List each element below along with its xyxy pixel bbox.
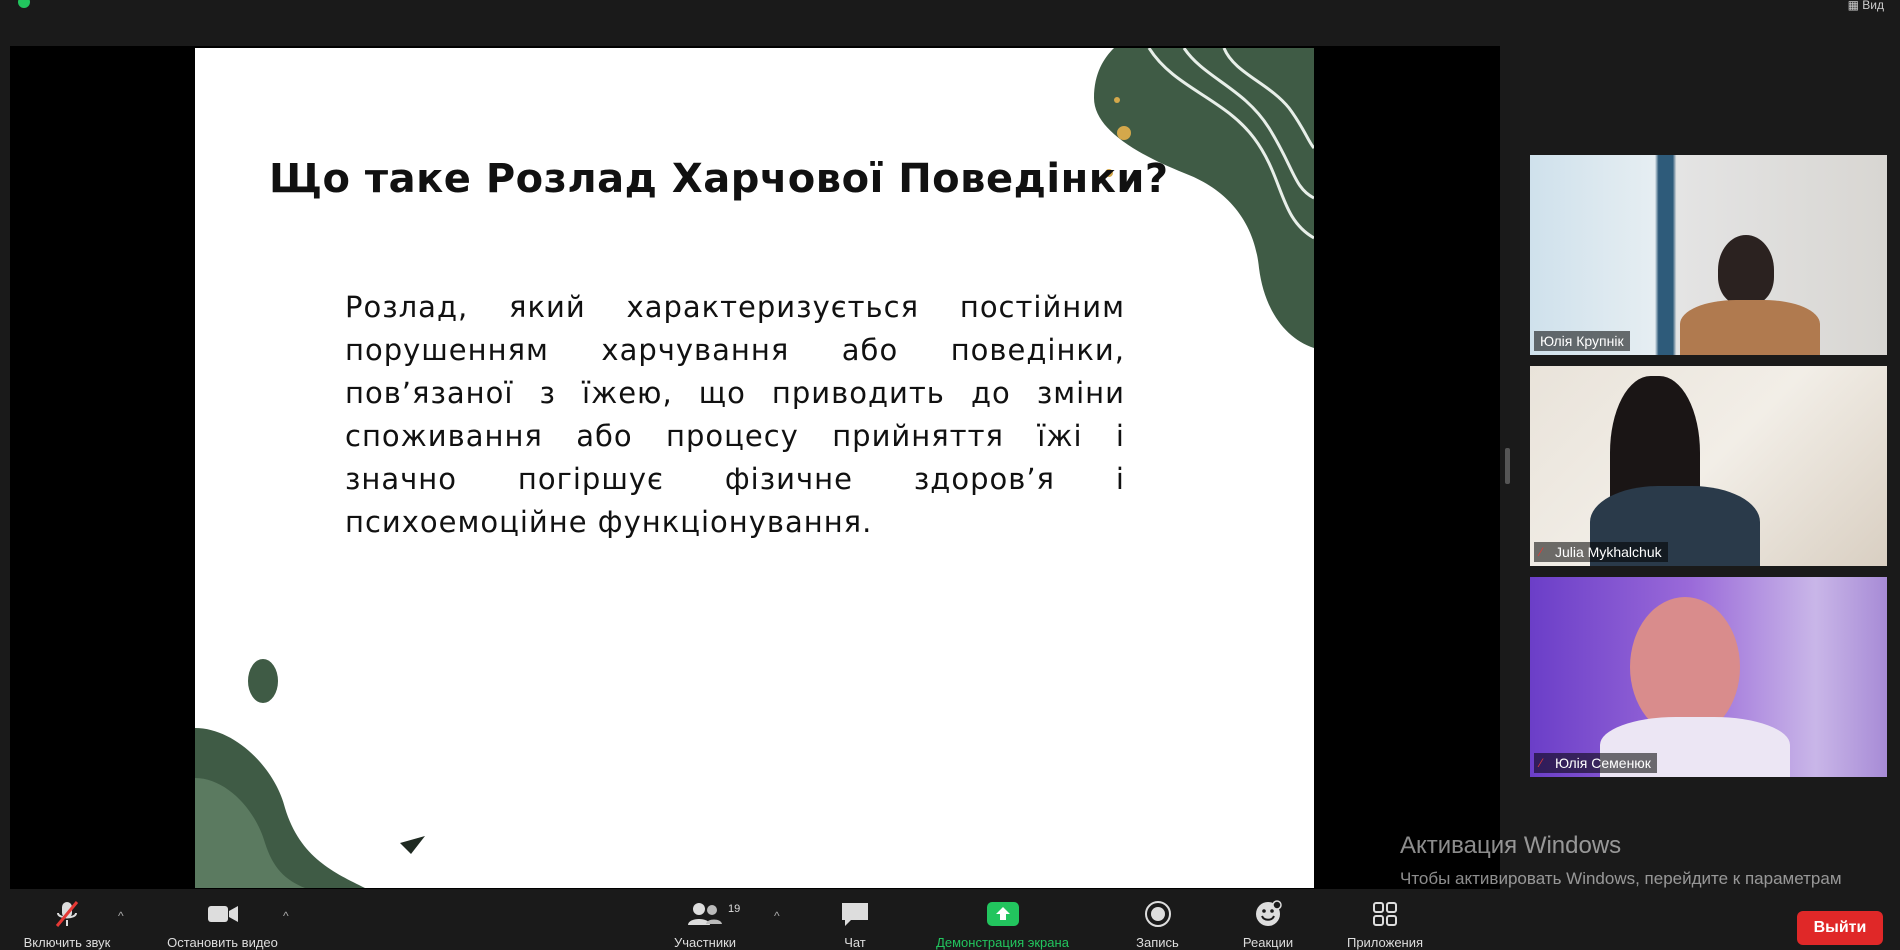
meeting-toolbar — [0, 889, 1900, 950]
mic-muted-icon: ⁄ — [1540, 545, 1543, 559]
participant-name-tag — [1534, 331, 1630, 351]
record-icon — [1143, 899, 1173, 929]
participant-figure — [1718, 235, 1774, 305]
unmute-label: Включить звук — [23, 935, 111, 950]
participants-label: Участники — [673, 935, 737, 950]
participants-icon — [687, 899, 723, 929]
watermark-text: Чтобы активировать Windows, перейдите к параметрам — [1400, 869, 1842, 888]
share-screen-button[interactable] — [915, 899, 1090, 950]
slide-body-text: Розлад, який характеризується постійним порушенням харчування або поведінки, пов’язаної з їжею, що приводить до зміни споживання або процесу прийняття їжі і значно погіршує фізичне здоров’я і психоемоційне функціонування. — [345, 290, 1125, 539]
video-options-caret[interactable]: ^ — [283, 909, 289, 923]
panel-resize-handle[interactable] — [1505, 448, 1510, 484]
stop-video-button[interactable] — [150, 899, 295, 950]
top-bar — [0, 0, 1900, 46]
participant-figure — [1630, 597, 1740, 737]
presentation-slide — [195, 48, 1314, 888]
participant-name-tag — [1534, 542, 1668, 562]
chat-button[interactable] — [820, 899, 890, 950]
chat-icon — [839, 899, 871, 929]
stop-video-label: Остановить видео — [167, 935, 278, 950]
mic-muted-icon — [52, 899, 82, 929]
participant-body — [1680, 300, 1820, 355]
reactions-button[interactable] — [1228, 899, 1308, 950]
participants-count: 19 — [728, 903, 741, 915]
participants-options-caret[interactable]: ^ — [774, 909, 780, 923]
watermark-title: Активация Windows — [1400, 832, 1622, 859]
share-screen-icon — [985, 899, 1021, 929]
video-camera-icon — [206, 899, 240, 929]
participant-name-tag — [1534, 753, 1657, 773]
reactions-label: Реакции — [1242, 935, 1294, 950]
participant-name: Юлія Крупнік — [1540, 333, 1624, 349]
view-button[interactable] — [1848, 0, 1884, 12]
reactions-smiley-icon — [1253, 899, 1283, 929]
apps-icon — [1370, 899, 1400, 929]
slide-decoration-bottom-left — [195, 658, 455, 888]
audio-options-caret[interactable]: ^ — [118, 909, 124, 923]
unmute-button[interactable] — [12, 899, 122, 950]
participant-name: Julia Mykhalchuk — [1555, 544, 1662, 560]
participant-tile[interactable] — [1530, 366, 1887, 566]
view-label: Вид — [1862, 0, 1884, 12]
leave-button[interactable]: Выйти — [1797, 911, 1883, 945]
chat-label: Чат — [844, 935, 866, 950]
share-screen-label: Демонстрация экрана — [936, 935, 1069, 950]
apps-label: Приложения — [1346, 935, 1424, 950]
participant-tile[interactable] — [1530, 155, 1887, 355]
participant-tile[interactable] — [1530, 577, 1887, 777]
participant-name: Юлія Семенюк — [1555, 755, 1651, 771]
security-shield-icon[interactable] — [18, 0, 30, 8]
record-label: Запись — [1136, 935, 1179, 950]
view-grid-icon: ▦ — [1847, 0, 1859, 12]
slide-title: Що таке Розлад Харчової Поведінки? — [269, 156, 1169, 202]
record-button[interactable] — [1120, 899, 1195, 950]
apps-button[interactable] — [1330, 899, 1440, 950]
mic-muted-icon: ⁄ — [1540, 756, 1543, 770]
